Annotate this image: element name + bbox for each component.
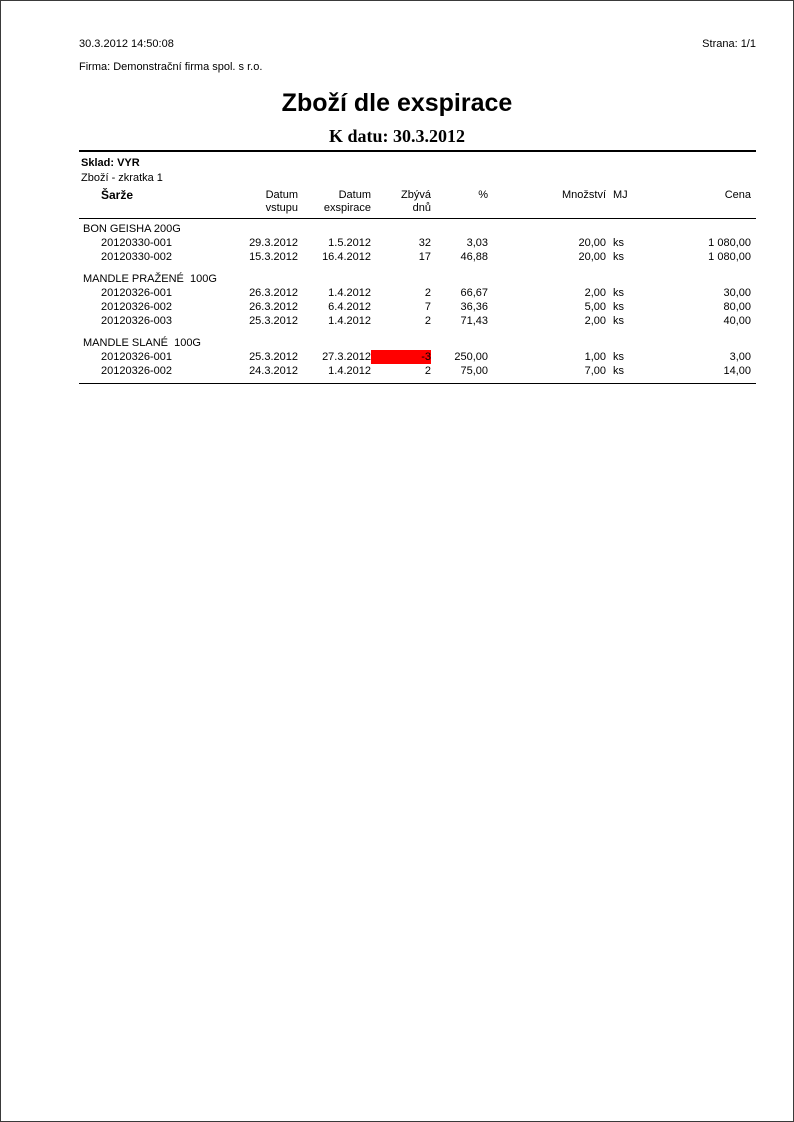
expiry-date-cell: 6.4.2012 <box>328 301 371 313</box>
col-header-zbyva-dnu: Zbývá dnů <box>401 189 431 214</box>
group-spacer <box>79 264 756 272</box>
batch-cell: 20120326-002 <box>101 365 172 377</box>
price-cell: 80,00 <box>723 301 751 313</box>
divider-bottom <box>79 383 756 384</box>
group-spacer <box>79 328 756 336</box>
days-left-cell-expired-highlight: -3 <box>371 350 431 364</box>
col-header-mj: MJ <box>613 189 628 201</box>
table-row <box>79 314 756 328</box>
days-left-cell: 2 <box>424 365 431 377</box>
percent-cell: 71,43 <box>460 315 488 327</box>
percent-cell: 66,67 <box>460 287 488 299</box>
entry-date-cell: 26.3.2012 <box>249 287 298 299</box>
entry-date-cell: 25.3.2012 <box>249 315 298 327</box>
price-cell: 1 080,00 <box>708 237 751 249</box>
percent-cell: 46,88 <box>460 251 488 263</box>
table-row <box>79 350 756 364</box>
days-left-cell: 32 <box>418 237 431 249</box>
quantity-cell: 20,00 <box>578 237 606 249</box>
days-left-cell: 7 <box>424 301 431 313</box>
company-line: Firma: Demonstrační firma spol. s r.o. <box>79 61 263 73</box>
expiry-date-cell: 16.4.2012 <box>322 251 371 263</box>
report-date-subtitle: K datu: 30.3.2012 <box>328 126 465 146</box>
table-row <box>79 300 756 314</box>
quantity-cell: 5,00 <box>584 301 606 313</box>
quantity-cell: 20,00 <box>578 251 606 263</box>
expiry-date-cell: 1.4.2012 <box>328 365 371 377</box>
days-left-cell: 17 <box>418 251 431 263</box>
group-name: BON GEISHA 200G <box>83 223 181 235</box>
batch-cell: 20120330-002 <box>101 251 172 263</box>
unit-cell: ks <box>613 237 624 249</box>
col-header-sarze: Šarže <box>101 188 134 202</box>
price-cell: 30,00 <box>723 287 751 299</box>
quantity-cell: 2,00 <box>584 287 606 299</box>
entry-date-cell: 26.3.2012 <box>249 301 298 313</box>
group-header-row <box>79 272 756 286</box>
unit-cell: ks <box>613 251 624 263</box>
expiry-date-cell: 27.3.2012 <box>322 351 371 363</box>
col-header-mnozstvi: Množství <box>561 189 606 201</box>
warehouse-label: Sklad: VYR <box>81 157 140 169</box>
page-meta-row <box>79 37 756 51</box>
expiry-date-cell: 1.4.2012 <box>328 287 371 299</box>
table-header-row <box>79 189 756 219</box>
batch-cell: 20120330-001 <box>101 237 172 249</box>
unit-cell: ks <box>613 301 624 313</box>
entry-date-cell: 15.3.2012 <box>249 251 298 263</box>
batch-cell: 20120326-001 <box>101 287 172 299</box>
percent-cell: 250,00 <box>454 351 488 363</box>
days-left-cell: 2 <box>424 287 431 299</box>
group-header-row <box>79 222 756 236</box>
quantity-cell: 7,00 <box>584 365 606 377</box>
batch-cell: 20120326-003 <box>101 315 172 327</box>
print-datetime: 30.3.2012 14:50:08 <box>79 38 174 50</box>
col-header-datum-vstupu: Datum vstupu <box>265 189 298 214</box>
group-name: MANDLE PRAŽENÉ 100G <box>83 273 217 285</box>
entry-date-cell: 25.3.2012 <box>249 351 298 363</box>
price-cell: 40,00 <box>723 315 751 327</box>
expiry-date-cell: 1.5.2012 <box>328 237 371 249</box>
group-header-row <box>79 336 756 350</box>
col-header-datum-exspirace: Datum exspirace <box>323 189 371 214</box>
table-row <box>79 364 756 378</box>
price-cell: 14,00 <box>723 365 751 377</box>
batch-cell: 20120326-002 <box>101 301 172 313</box>
table-row <box>79 286 756 300</box>
page-number: Strana: 1/1 <box>702 38 756 50</box>
unit-cell: ks <box>613 351 624 363</box>
expiry-date-cell: 1.4.2012 <box>328 315 371 327</box>
price-cell: 1 080,00 <box>708 251 751 263</box>
unit-cell: ks <box>613 315 624 327</box>
entry-date-cell: 24.3.2012 <box>249 365 298 377</box>
percent-cell: 75,00 <box>460 365 488 377</box>
report-table-body <box>79 222 756 384</box>
col-header-cena: Cena <box>724 189 751 201</box>
unit-cell: ks <box>613 365 624 377</box>
days-left-cell: 2 <box>424 315 431 327</box>
batch-cell: 20120326-001 <box>101 351 172 363</box>
quantity-cell: 1,00 <box>584 351 606 363</box>
table-row <box>79 236 756 250</box>
group-name: MANDLE SLANÉ 100G <box>83 337 201 349</box>
report-title: Zboží dle exspirace <box>281 89 513 117</box>
entry-date-cell: 29.3.2012 <box>249 237 298 249</box>
percent-cell: 3,03 <box>466 237 488 249</box>
table-row <box>79 250 756 264</box>
col-header-percent: % <box>478 189 488 201</box>
price-cell: 3,00 <box>729 351 751 363</box>
divider-top <box>79 150 756 152</box>
grouping-label: Zboží - zkratka 1 <box>81 172 163 184</box>
unit-cell: ks <box>613 287 624 299</box>
percent-cell: 36,36 <box>460 301 488 313</box>
quantity-cell: 2,00 <box>584 315 606 327</box>
